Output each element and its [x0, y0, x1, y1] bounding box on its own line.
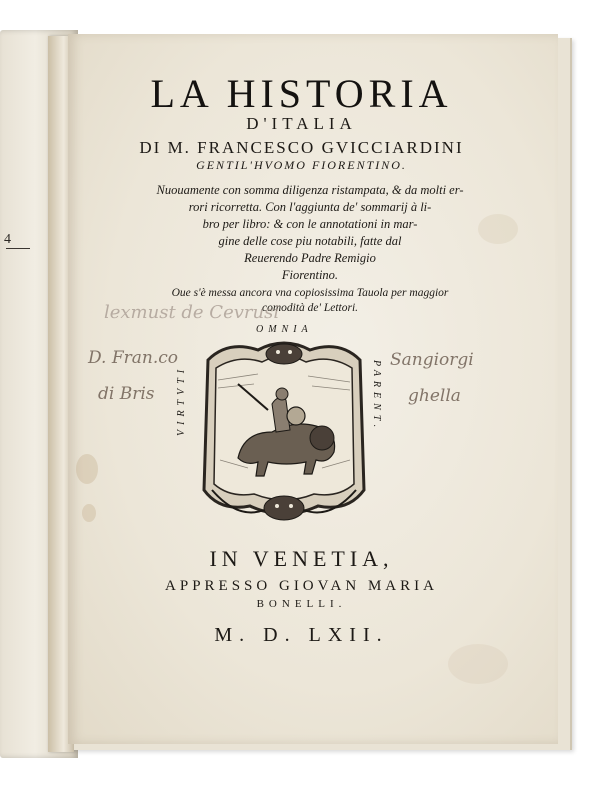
description-line: rori ricorretta. Con l'aggiunta de' sommarij à li- — [188, 200, 432, 214]
description-line: Reuerendo Padre Remigio — [244, 251, 376, 265]
publication-date: M. D. LXII. — [214, 624, 389, 646]
handwriting-line2b: ghella — [408, 386, 461, 406]
margin-rule — [6, 248, 30, 249]
edition-description — [150, 182, 470, 284]
handwriting-line1: D. Fran.co — [88, 348, 178, 368]
foxing-stain — [448, 644, 508, 684]
index-note-line: Oue s'è messa ancora vna copiosissima Tauola per maggior — [171, 287, 449, 299]
foxing-stain — [76, 454, 98, 484]
handwriting-line1b: Sangiorgi — [390, 350, 474, 370]
book-title: LA HISTORIA — [150, 71, 453, 116]
handwriting-line2: di Bris — [98, 384, 155, 404]
device-motto-right: PARENT. — [371, 360, 382, 433]
description-line: bro per libro: & con le annotationi in mar- — [202, 217, 418, 231]
device-motto-top: OMNIA — [256, 324, 313, 335]
faint-handwriting: lexmust de Cevrusi — [104, 302, 280, 323]
foxing-stain — [82, 504, 96, 522]
book-subtitle: D'ITALIA — [246, 114, 357, 133]
publisher-line2: BONELLI. — [256, 598, 347, 610]
foxing-stain — [478, 214, 518, 244]
imprint-city: IN VENETIA, — [209, 546, 394, 571]
index-note-line: comodità de' Lettori. — [261, 302, 359, 314]
device-motto-left: VIRTVTI — [176, 364, 187, 436]
author-description: GENTIL'HVOMO FIORENTINO. — [196, 158, 407, 172]
publisher-line1: APPRESSO GIOVAN MARIA — [165, 578, 438, 594]
description-line: Nuouamente con somma diligenza ristampata, & da molti er- — [156, 183, 464, 197]
margin-mark: 4 — [4, 232, 11, 247]
author-line: DI M. FRANCESCO GVICCIARDINI — [139, 138, 464, 157]
description-line: Fiorentino. — [281, 268, 339, 282]
printers-device-woodcut — [198, 340, 370, 532]
description-line: gine delle cose piu notabili, fatte dal — [218, 234, 402, 248]
